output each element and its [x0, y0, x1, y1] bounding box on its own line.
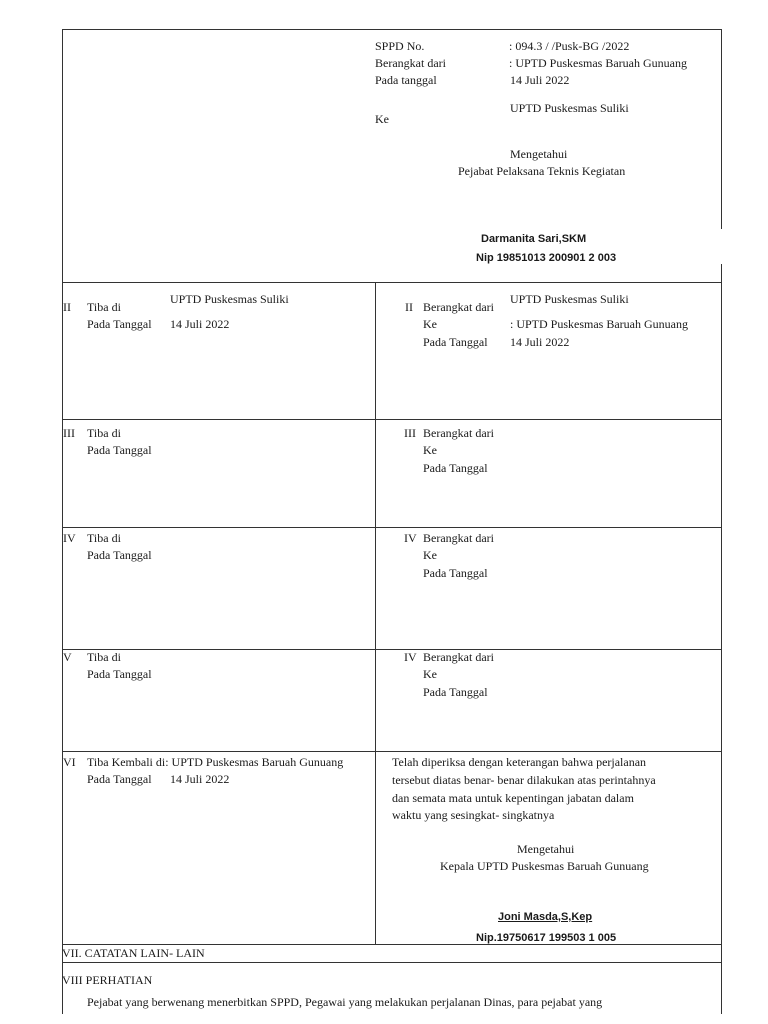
pada-tanggal-label: Pada tanggal [375, 73, 437, 87]
s2-berangkat-value: UPTD Puskesmas Suliki [510, 292, 629, 306]
s4-berangkat-label: Berangkat dari [423, 531, 494, 545]
table-right-border-lower [721, 264, 722, 1014]
row-divider-5 [62, 751, 721, 752]
s3-tiba-label: Tiba di [87, 426, 121, 440]
s4-tiba-label: Tiba di [87, 531, 121, 545]
s7-catatan-label: VII. CATATAN LAIN- LAIN [62, 946, 205, 960]
pejabat-title: Pejabat Pelaksana Teknis Kegiatan [458, 164, 626, 178]
s6-mengetahui: Mengetahui [517, 842, 575, 856]
s6-left-num: VI [63, 755, 76, 769]
s2-r-tanggal-label: Pada Tanggal [423, 335, 488, 349]
row-divider-4 [62, 649, 721, 650]
s4-right-num: IV [404, 531, 417, 545]
s6-signer-name: Joni Masda,S,Kep [498, 911, 593, 923]
s3-r-tanggal-label: Pada Tanggal [423, 461, 488, 475]
s5-ke-label: Ke [423, 667, 437, 681]
signer-nip: Nip 19851013 200901 2 003 [476, 252, 617, 264]
row-divider-2 [62, 419, 721, 420]
s3-berangkat-label: Berangkat dari [423, 426, 494, 440]
berangkat-dari-value: : UPTD Puskesmas Baruah Gunuang [509, 56, 687, 70]
row-divider-7 [62, 962, 721, 963]
s8-perhatian-label: VIII PERHATIAN [62, 973, 153, 987]
s6-kepala-title: Kepala UPTD Puskesmas Baruah Gunuang [440, 859, 649, 873]
s2-left-num: II [63, 300, 71, 314]
s4-tanggal-label: Pada Tanggal [87, 548, 152, 562]
berangkat-dari-label: Berangkat dari [375, 56, 446, 70]
s2-tanggal-label: Pada Tanggal [87, 317, 152, 331]
mengetahui-label: Mengetahui [510, 147, 568, 161]
s5-left-num: V [63, 650, 72, 664]
s6-check-line-3: dan semata mata untuk kepentingan jabatan dalam [392, 791, 634, 805]
s4-left-num: IV [63, 531, 76, 545]
s6-check-line-2: tersebut diatas benar- benar dilakukan atas perintahnya [392, 773, 656, 787]
signer-name: Darmanita Sari,SKM [481, 233, 587, 245]
s2-berangkat-label: Berangkat dari [423, 300, 494, 314]
ke-label: Ke [375, 112, 389, 126]
s6-check-line-4: waktu yang sesingkat- singkatnya [392, 808, 555, 822]
table-left-border [62, 29, 63, 1014]
s2-tanggal-value: 14 Juli 2022 [170, 317, 230, 331]
row-divider-1 [62, 282, 721, 283]
row-divider-3 [62, 527, 721, 528]
s6-signer-nip: Nip.19750617 199503 1 005 [476, 932, 617, 944]
s2-ke-label: Ke [423, 317, 437, 331]
sppd-no-label: SPPD No. [375, 39, 425, 53]
s6-tanggal-value: 14 Juli 2022 [170, 772, 230, 786]
s6-tiba-kembali: Tiba Kembali di: UPTD Puskesmas Baruah Gunuang [87, 755, 344, 769]
s2-r-tanggal-value: 14 Juli 2022 [510, 335, 570, 349]
s6-tanggal-label: Pada Tanggal [87, 772, 152, 786]
s5-r-tanggal-label: Pada Tanggal [423, 685, 488, 699]
s2-tiba-label: Tiba di [87, 300, 121, 314]
ke-value: UPTD Puskesmas Suliki [510, 101, 629, 115]
s3-right-num: III [404, 426, 416, 440]
s2-ke-value: : UPTD Puskesmas Baruah Gunuang [510, 317, 688, 331]
s3-left-num: III [63, 426, 75, 440]
s8-perhatian-text: Pejabat yang berwenang menerbitkan SPPD, Pegawai yang melakukan perjalanan Dinas, para pejabat yang [87, 995, 603, 1009]
s2-right-num: II [405, 300, 413, 314]
column-divider [375, 282, 376, 944]
s3-tanggal-label: Pada Tanggal [87, 443, 152, 457]
s3-ke-label: Ke [423, 443, 437, 457]
table-top-border [62, 29, 721, 30]
s4-ke-label: Ke [423, 548, 437, 562]
s4-r-tanggal-label: Pada Tanggal [423, 566, 488, 580]
sppd-no-value: : 094.3 / /Pusk-BG /2022 [509, 39, 630, 53]
table-right-border-upper [721, 29, 722, 229]
s6-check-line-1: Telah diperiksa dengan keterangan bahwa perjalanan [392, 755, 647, 769]
pada-tanggal-value: 14 Juli 2022 [510, 73, 570, 87]
s5-tanggal-label: Pada Tanggal [87, 667, 152, 681]
s5-right-num: IV [404, 650, 417, 664]
s5-berangkat-label: Berangkat dari [423, 650, 494, 664]
s2-tiba-value: UPTD Puskesmas Suliki [170, 292, 289, 306]
s5-tiba-label: Tiba di [87, 650, 121, 664]
